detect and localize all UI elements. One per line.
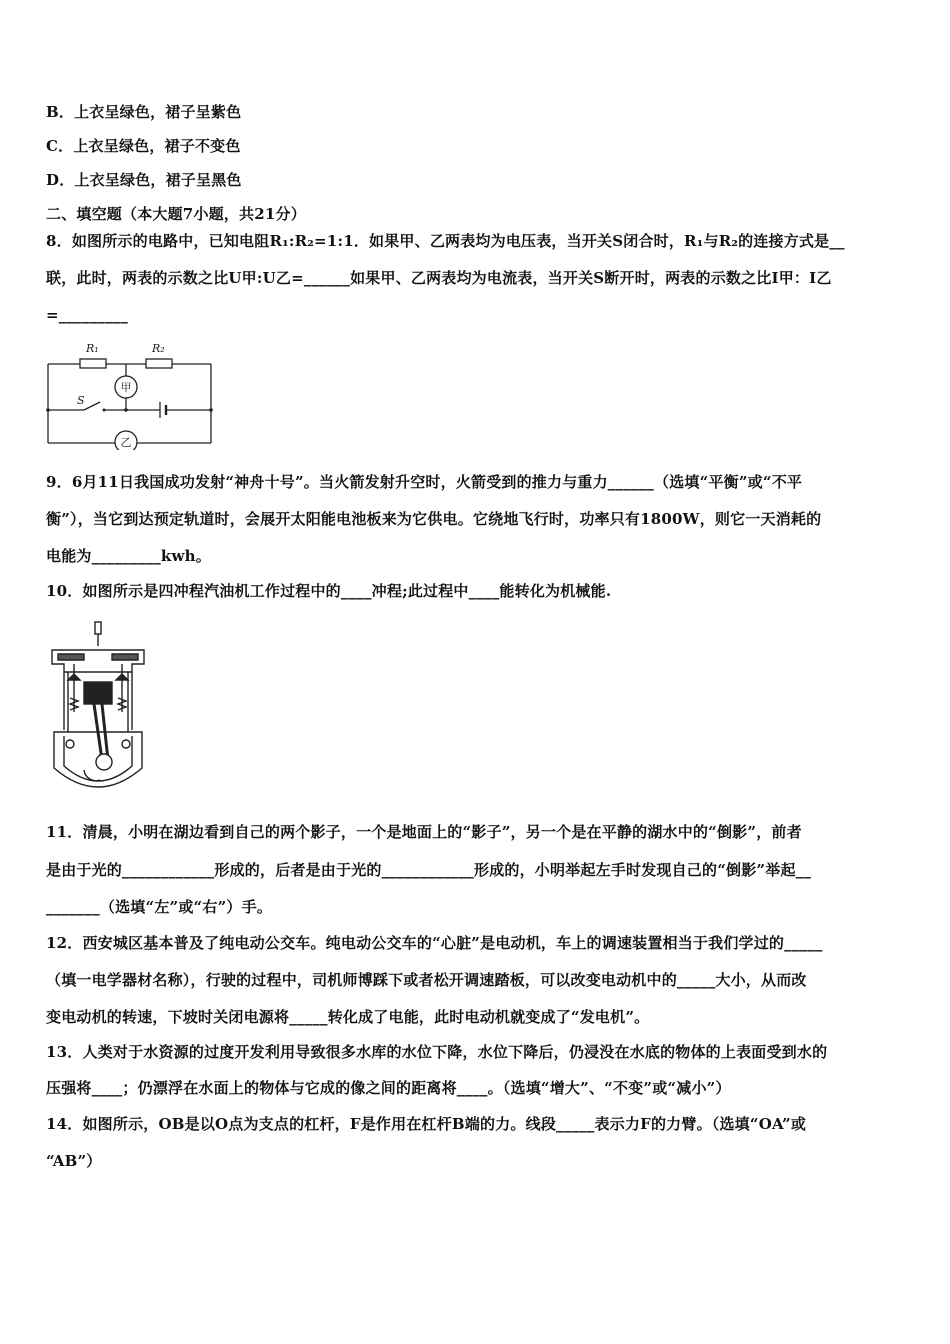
q8-line-2: 联，此时，两表的示数之比U甲:U乙=______如果甲、乙两表均为电流表，当开关S断开时，两表的示数之比I甲：I乙 bbox=[46, 269, 832, 287]
q11-line-2: 是由于光的____________形成的，后者是由于光的____________形成的，小明举起左手时发现自己的“倒影”举起__ bbox=[46, 861, 812, 879]
q13-line-2: 压强将____；仍漂浮在水面上的物体与它成的像之间的距离将____。（选填“增大”、“不变”或“减小”） bbox=[46, 1079, 731, 1097]
label-r2: R₂ bbox=[152, 342, 165, 355]
q14-line-2: “AB”） bbox=[46, 1152, 102, 1170]
q12-line-1: 12．西安城区基本普及了纯电动公交车。纯电动公交车的“心脏”是电动机，车上的调速装置相当于我们学过的_____ bbox=[46, 934, 823, 952]
q8-line-3: =_________ bbox=[46, 306, 129, 324]
q12-line-2: （填一电学器材名称），行驶的过程中，司机师博踩下或者松开调速踏板，可以改变电动机中的_____大小，从而改 bbox=[46, 971, 807, 989]
label-meter-a: 甲 bbox=[120, 381, 132, 394]
q12-line-3: 变电动机的转速，下坡时关闭电源将_____转化成了电能，此时电动机就变成了“发电机”。 bbox=[46, 1008, 650, 1026]
label-meter-b: 乙 bbox=[120, 436, 132, 449]
label-r1: R₁ bbox=[86, 342, 99, 355]
option-d: D．上衣呈绿色，裙子呈黑色 bbox=[46, 171, 242, 189]
section-title: 二、填空题（本大题7小题，共21分） bbox=[46, 205, 306, 223]
q9-line-1: 9．6月11日我国成功发射“神舟十号”。当火箭发射升空时，火箭受到的推力与重力______（选填“平衡”或“不平 bbox=[46, 473, 803, 491]
label-switch: S bbox=[77, 394, 85, 407]
option-b: B．上衣呈绿色，裙子呈紫色 bbox=[46, 103, 242, 121]
q9-line-2: 衡”），当它到达预定轨道时，会展开太阳能电池板来为它供电。它绕地飞行时，功率只有1800W，则它一天消耗的 bbox=[46, 510, 822, 528]
q11-line-1: 11．清晨，小明在湖边看到自己的两个影子，一个是地面上的“影子”，另一个是在平静的湖水中的“倒影”，前者 bbox=[46, 823, 802, 841]
q11-line-3: _______（选填“左”或“右”）手。 bbox=[46, 898, 273, 916]
option-c: C．上衣呈绿色，裙子不变色 bbox=[46, 137, 241, 155]
circuit-diagram bbox=[44, 338, 219, 450]
engine-diagram bbox=[44, 620, 154, 795]
q8-line-1: 8．如图所示的电路中，已知电阻R₁:R₂=1:1．如果甲、乙两表均为电压表，当开关S闭合时，R₁与R₂的连接方式是__ bbox=[46, 232, 845, 250]
q10-line-1: 10．如图所示是四冲程汽油机工作过程中的____冲程;此过程中____能转化为机械能. bbox=[46, 582, 612, 600]
q13-line-1: 13．人类对于水资源的过度开发利用导致很多水库的水位下降，水位下降后，仍浸没在水底的物体的上表面受到水的 bbox=[46, 1043, 828, 1061]
q14-line-1: 14．如图所示，OB是以O点为支点的杠杆，F是作用在杠杆B端的力。线段_____表示力F的力臂。（选填“OA”或 bbox=[46, 1115, 807, 1133]
q9-line-3: 电能为_________kwh。 bbox=[46, 547, 211, 565]
